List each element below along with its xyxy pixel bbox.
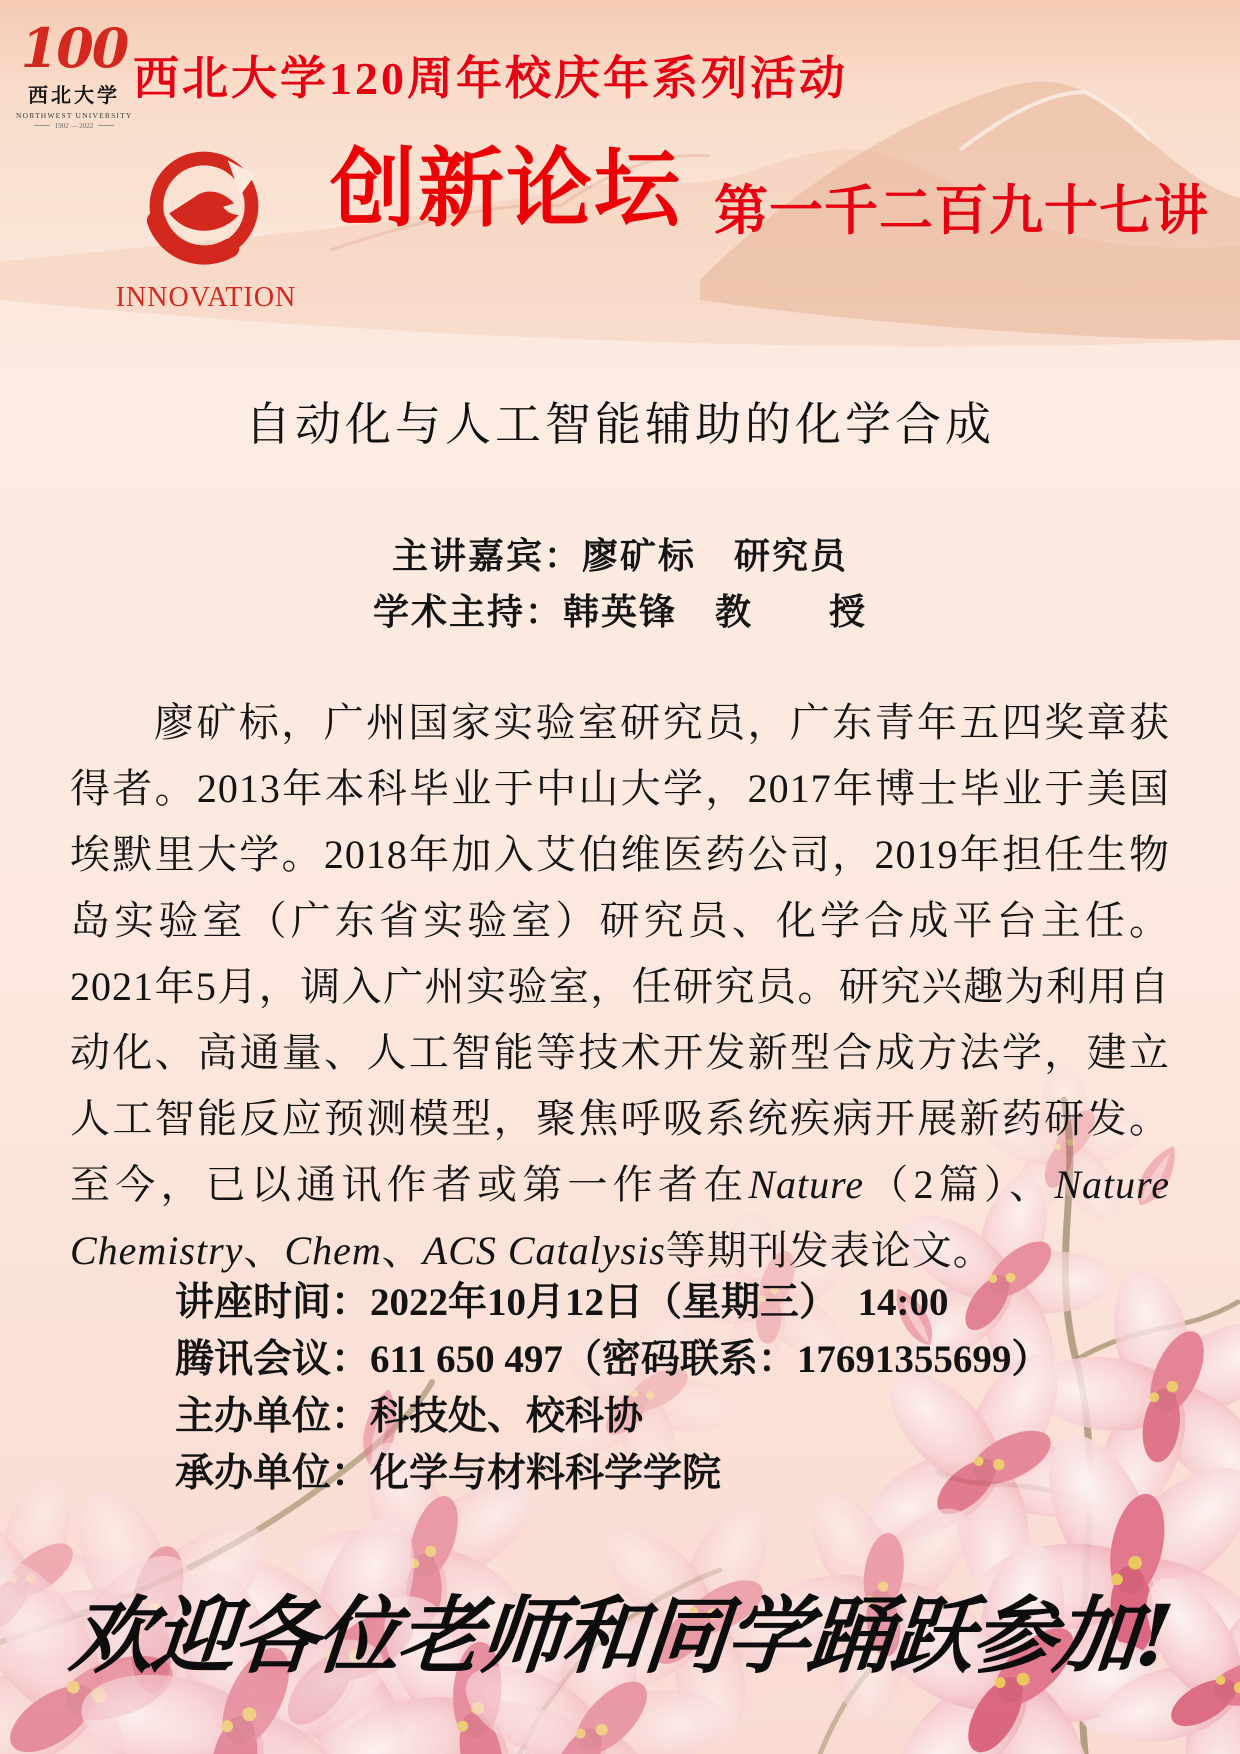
host-line: 学术主持：韩英锋 教 授 — [372, 592, 867, 632]
detail-row-time — [175, 1274, 1050, 1331]
speaker-line: 主讲嘉宾：廖矿标 研究员 — [391, 536, 848, 576]
lecture-number: 第一千二百九十七讲 — [714, 181, 1209, 241]
detail-label: 承办单位： — [175, 1452, 371, 1495]
series-banner: 西北大学120周年校庆年系列活动 — [133, 53, 848, 104]
university-logo — [16, 16, 133, 130]
innovation-label: INNOVATION — [115, 282, 297, 313]
detail-value: 611 650 497（密码联系：17691355699） — [370, 1338, 1051, 1381]
forum-name: 创新论坛 — [330, 141, 682, 237]
detail-value: 科技处、校科协 — [370, 1395, 644, 1438]
detail-value: 化学与材料科学学院 — [370, 1452, 722, 1495]
welcome-banner — [0, 1588, 1240, 1685]
talk-title: 自动化与人工智能辅助的化学合成 — [245, 399, 995, 450]
detail-row-meeting — [175, 1331, 1050, 1388]
detail-row-undertaker — [175, 1445, 1050, 1502]
speaker-biography: 廖矿标，广州国家实验室研究员，广东青年五四奖章获得者。2013年本科毕业于中山大学，2017年博士毕业于美国埃默里大学。2018年加入艾伯维医药公司，2019年担任生物岛实验室（广东省实验室）研究员、化学合成平台主任。2021年5月，调入广州实验室，任研究员。研究兴趣为利用自动化、高通量、人工智能等技术开发新型合成方法学，建立人工智能反应预测模型，聚焦呼吸系统疾病开展新药研发。至今，已以通讯作者或第一作者在Nature（2篇）、Nature Chemistry、Chem、ACS Catalysis等期刊发表论文。 — [70, 700, 1171, 1273]
anniversary-100-mark: 100 — [20, 16, 128, 80]
detail-label: 讲座时间： — [175, 1281, 371, 1324]
detail-value: 2022年10月12日（星期三） 14:00 — [370, 1281, 949, 1324]
university-name-cn: 西北大学 — [28, 84, 120, 107]
university-logo-years: 1902 — 2022 — [16, 122, 132, 130]
event-details — [175, 1274, 1050, 1502]
detail-label: 腾讯会议： — [175, 1338, 371, 1381]
detail-label: 主办单位： — [175, 1395, 371, 1438]
innovation-enso-logo-icon — [140, 142, 268, 270]
detail-row-organizer — [175, 1388, 1050, 1445]
university-name-en: NORTHWEST UNIVERSITY — [16, 110, 133, 120]
welcome-text: 欢迎各位老师和同学踊跃参加! — [65, 1586, 1175, 1685]
